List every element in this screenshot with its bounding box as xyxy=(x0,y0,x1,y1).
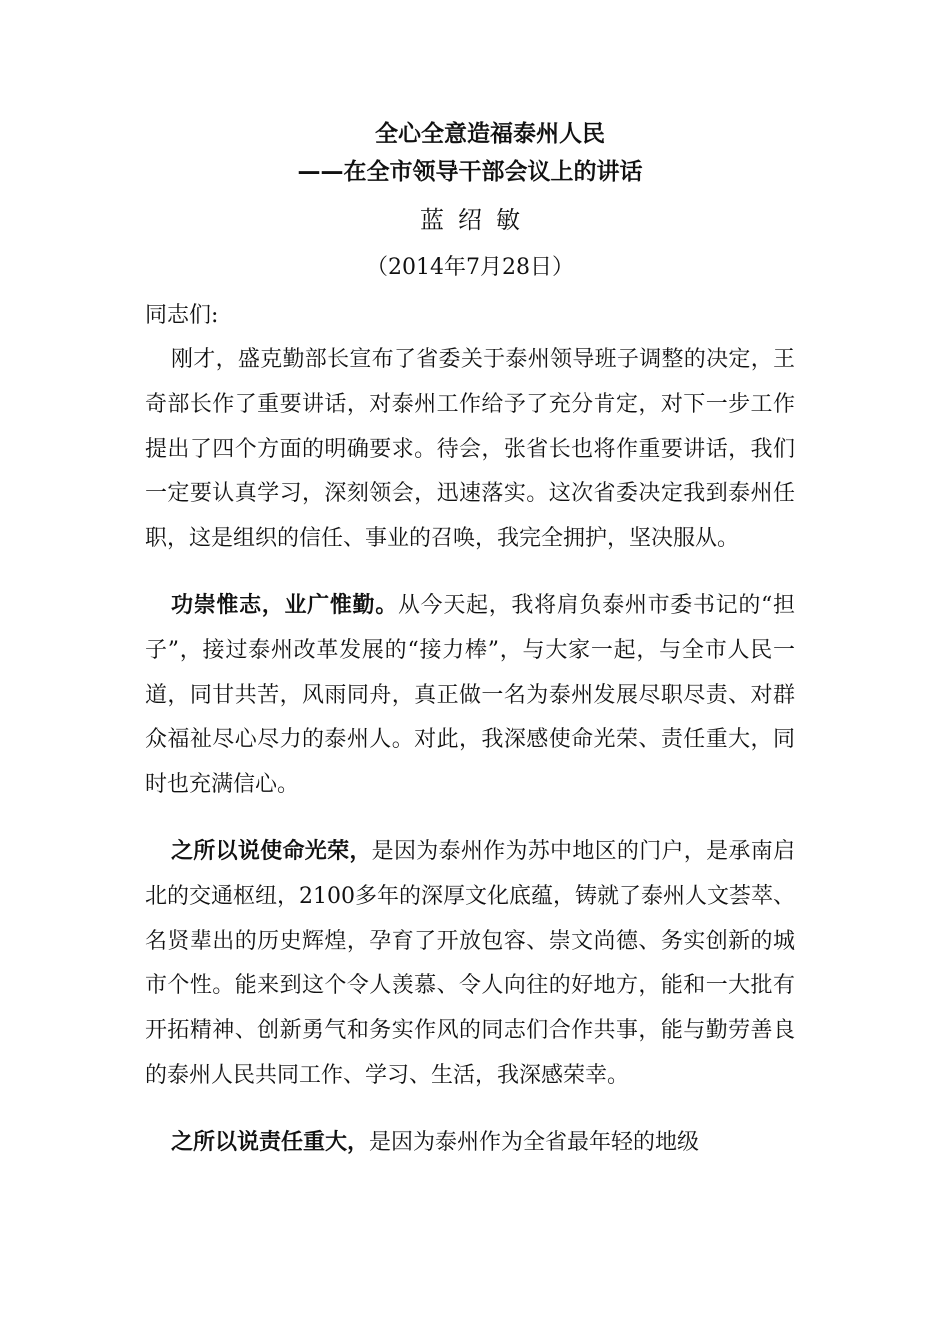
paragraph-3-text: 是因为泰州作为苏中地区的门户，是承南启北的交通枢纽，2100多年的深厚文化底蕴，铸就了泰州人文荟萃、名贤辈出的历史辉煌，孕育了开放包容、崇文尚德、务实创新的城市个性。能来到这个令人羡慕、令人向往的好地方，能和一大批有开拓精神、创新勇气和务实作风的同志们合作共事，能与勤劳善良的泰州人民共同工作、学习、生活，我深感荣幸。 xyxy=(145,838,795,1088)
paragraph-2-text: 从今天起，我将肩负泰州市委书记的“担子”，接过泰州改革发展的“接力棒”，与大家一起，与全市人民一道，同甘共苦，风雨同舟，真正做一名为泰州发展尽职尽责、对群众福祉尽心尽力的泰州人。对此，我深感使命光荣、责任重大，同时也充满信心。 xyxy=(145,592,795,798)
paragraph-4 xyxy=(145,1121,795,1166)
paragraph-1-text: 刚才，盛克勤部长宣布了省委关于泰州领导班子调整的决定，王奇部长作了重要讲话，对泰州工作给予了充分肯定，对下一步工作提出了四个方面的明确要求。待会，张省长也将作重要讲话，我们一定要认真学习，深刻领会，迅速落实。这次省委决定我到泰州任职，这是组织的信任、事业的召唤，我完全拥护，坚决服从。 xyxy=(145,347,795,552)
document-subtitle: ——在全市领导干部会议上的讲话 xyxy=(297,159,643,185)
salutation: 同志们: xyxy=(145,303,219,328)
paragraph-4-text: 是因为泰州作为全省最年轻的地级 xyxy=(369,1129,700,1155)
paragraph-3-lead: 之所以说使命光荣， xyxy=(171,838,372,864)
paragraph-2 xyxy=(145,584,795,808)
paragraph-4-lead: 之所以说责任重大， xyxy=(171,1129,370,1155)
paragraph-1 xyxy=(145,338,795,562)
document-page xyxy=(145,118,795,1188)
speech-date: （2014年7月28日） xyxy=(366,255,574,280)
author-name: 蓝绍敏 xyxy=(420,206,534,234)
document-title: 全心全意造福泰州人民 xyxy=(375,121,605,147)
paragraph-2-lead: 功崇惟志，业广惟勤。 xyxy=(171,592,398,618)
paragraph-3 xyxy=(145,830,795,1099)
